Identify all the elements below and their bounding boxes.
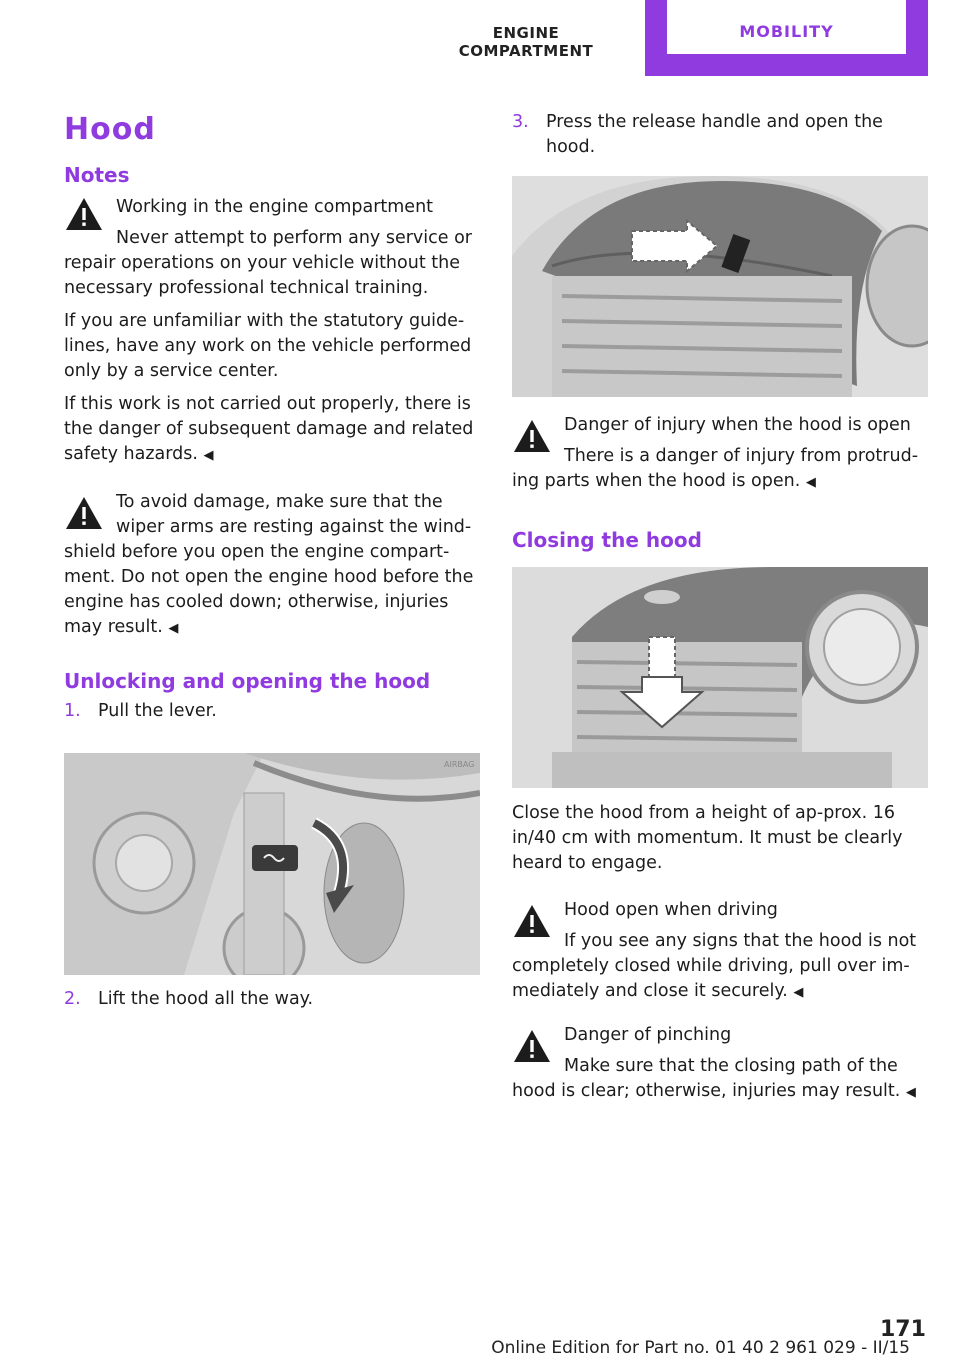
paragraph-close-hood: Close the hood from a height of ap-prox. 16 in/40 cm with momentum. It must be clearly heard to engage.	[512, 803, 903, 873]
warning-text-line: Make sure that the closing path of the	[564, 1056, 898, 1076]
warning-text-rest: shield before you open the engine compart-ment. Do not open the engine hood before the engine has cooled down; otherwise, injuries may result.	[64, 542, 474, 637]
warning-text-rest: completely closed while driving, pull over im-mediately and close it securely.	[512, 956, 910, 1001]
paragraph-service-center: If you are unfamiliar with the statutory guide-lines, have any work on the vehicle performed only by a service center.	[64, 311, 472, 381]
warning-hood-open-injury	[512, 413, 928, 495]
step-text: Lift the hood all the way.	[98, 989, 314, 1009]
image-hood-lever	[64, 753, 480, 975]
left-column	[64, 110, 480, 724]
warning-title: Working in the engine compartment	[116, 197, 434, 217]
page-title: Hood	[64, 112, 156, 147]
warning-text-line: To avoid damage, make sure that the	[116, 492, 443, 512]
step-number: 2.	[64, 989, 81, 1009]
warning-text-line: Never attempt to perform any service or	[116, 228, 472, 248]
end-marker-icon: ◀	[805, 475, 816, 490]
warning-text: repair operations on your vehicle without the necessary professional technical training.	[64, 253, 460, 298]
step-number: 3.	[512, 112, 529, 132]
end-marker-icon: ◀	[203, 448, 214, 463]
warning-wiper-arms	[64, 490, 480, 641]
header-chapter-label: MOBILITY	[739, 22, 834, 41]
warning-text-line: If you see any signs that the hood is not	[564, 931, 917, 951]
warning-text-rest: hood is clear; otherwise, injuries may result.	[512, 1081, 901, 1101]
airbag-label: AIRBAG	[444, 760, 475, 769]
end-marker-icon: ◀	[168, 621, 179, 636]
warning-triangle-icon	[64, 494, 104, 532]
warning-text	[512, 1079, 928, 1105]
end-marker-icon: ◀	[793, 985, 804, 1000]
step-2	[64, 987, 480, 1012]
step-text: Pull the lever.	[98, 701, 217, 721]
warning-text-rest: ing parts when the hood is open.	[512, 471, 801, 491]
warning-triangle-icon	[512, 417, 552, 455]
step-3	[512, 110, 928, 160]
warning-title: Hood open when driving	[564, 900, 778, 920]
footer-edition: Online Edition for Part no. 01 40 2 961 029 - II/15	[491, 1338, 910, 1358]
warning-triangle-icon	[64, 195, 104, 233]
step-1	[64, 699, 480, 724]
warning-text	[512, 469, 928, 495]
image-closing-hood	[512, 567, 928, 788]
step-number: 1.	[64, 701, 81, 721]
warning-triangle-icon	[512, 1027, 552, 1065]
warning-text	[64, 540, 480, 641]
end-marker-icon: ◀	[905, 1085, 916, 1100]
closing-heading: Closing the hood	[512, 528, 702, 552]
unlock-heading: Unlocking and opening the hood	[64, 669, 431, 693]
warning-hood-open-driving	[512, 898, 928, 1005]
warning-text-line: wiper arms are resting against the wind-	[116, 517, 472, 537]
page-number: 171	[880, 1317, 926, 1342]
warning-pinching	[512, 1023, 928, 1105]
header-section-title: ENGINE COMPARTMENT	[458, 24, 594, 60]
right-column	[512, 110, 928, 160]
header-chapter-tab	[645, 0, 928, 76]
warning-text-line: There is a danger of injury from protrud-	[564, 446, 919, 466]
warning-triangle-icon	[512, 902, 552, 940]
warning-title: Danger of injury when the hood is open	[564, 415, 911, 435]
paragraph-safety-hazards	[64, 392, 480, 468]
warning-title: Danger of pinching	[564, 1025, 732, 1045]
warning-text	[512, 954, 928, 1005]
paragraph-text: If this work is not carried out properly, there is the danger of subsequent damage and related safety hazards.	[64, 394, 474, 464]
step-text: Press the release handle and open the hood.	[546, 112, 883, 157]
image-release-handle	[512, 176, 928, 397]
warning-engine-compartment	[64, 195, 480, 301]
notes-heading: Notes	[64, 163, 130, 187]
